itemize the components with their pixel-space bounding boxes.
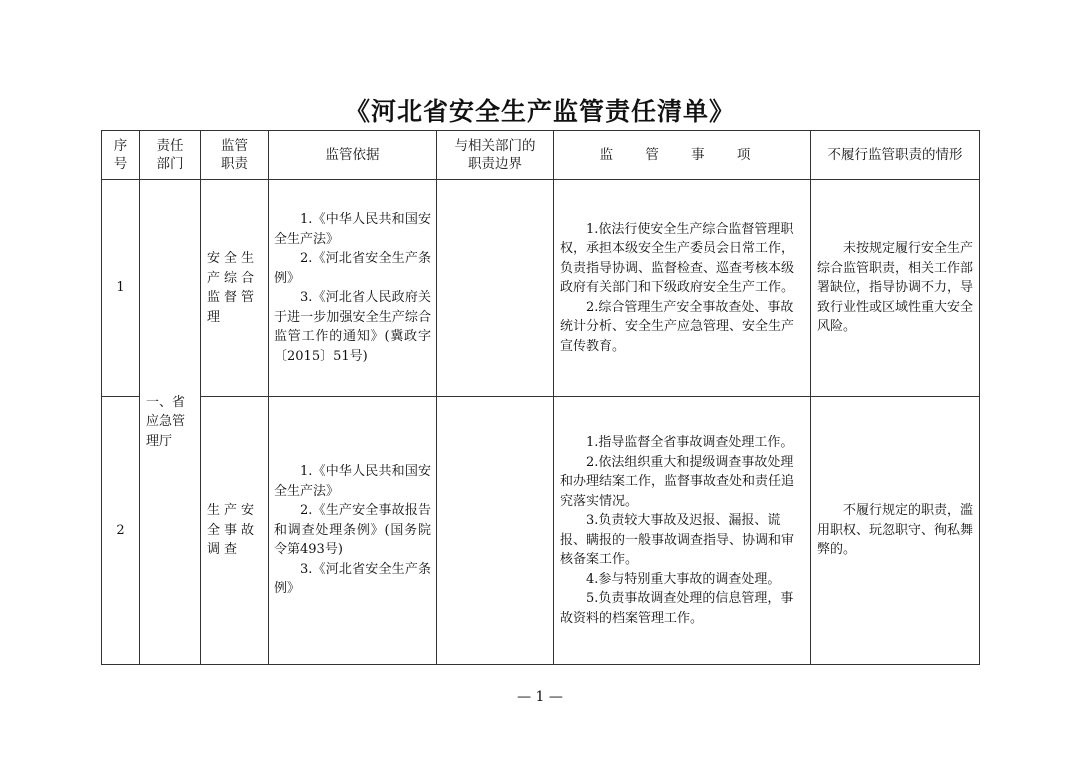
header-basis: 监管依据 [269, 131, 437, 180]
duty-cell: 安全生 产综合 监督管 理 [201, 180, 269, 397]
failure-cell: 未按规定履行安全生产综合监管职责，相关工作部署缺位，指导协调不力，导致行业性或区域性重大安全风险。 [811, 180, 980, 397]
duty-cell: 生产安 全事故 调查 [201, 397, 269, 665]
table-row [102, 397, 980, 665]
header-department: 责任 部门 [140, 131, 201, 180]
boundary-cell [437, 180, 554, 397]
row-seq: 1 [102, 180, 140, 397]
matters-cell: 1.指导监督全省事故调查处理工作。 2.依法组织重大和提级调查事故处理和办理结案工作，监督事故查处和责任追究落实情况。 3.负责较大事故及迟报、漏报、谎报、瞒报的一般事故调查指导、协调和审核备案工作。 4.参与特别重大事故的调查处理。 5.负责事故调查处理的信息管理，事故资料的档案管理工作。 [554, 397, 811, 665]
boundary-cell [437, 397, 554, 665]
table-row [102, 180, 980, 397]
page-number: — 1 — [517, 689, 563, 705]
document-title: 《河北省安全生产监管责任清单》 [344, 97, 735, 126]
basis-cell: 1.《中华人民共和国安全生产法》 2.《生产安全事故报告和调查处理条例》(国务院令第493号) 3.《河北省安全生产条例》 [269, 397, 437, 665]
header-matters: 监 管 事 项 [554, 131, 811, 180]
matters-cell: 1.依法行使安全生产综合监督管理职权，承担本级安全生产委员会日常工作，负责指导协调、监督检查、巡查考核本级政府有关部门和下级政府安全生产工作。 2.综合管理生产安全事故查处、事故统计分析、安全生产应急管理、安全生产宣传教育。 [554, 180, 811, 397]
header-duty: 监管 职责 [201, 131, 269, 180]
row-seq: 2 [102, 397, 140, 665]
basis-cell: 1.《中华人民共和国安全生产法》 2.《河北省安全生产条例》 3.《河北省人民政府关于进一步加强安全生产综合监管工作的通知》(冀政字〔2015〕51号) [269, 180, 437, 397]
department-cell: 一、省 应急管 理厅 [140, 180, 201, 665]
header-boundary: 与相关部门的 职责边界 [437, 131, 554, 180]
header-seq: 序 号 [102, 131, 140, 180]
responsibility-table [101, 130, 980, 665]
header-failure: 不履行监管职责的情形 [811, 131, 980, 180]
table-header-row [102, 131, 980, 180]
failure-cell: 不履行规定的职责，滥用职权、玩忽职守、徇私舞弊的。 [811, 397, 980, 665]
